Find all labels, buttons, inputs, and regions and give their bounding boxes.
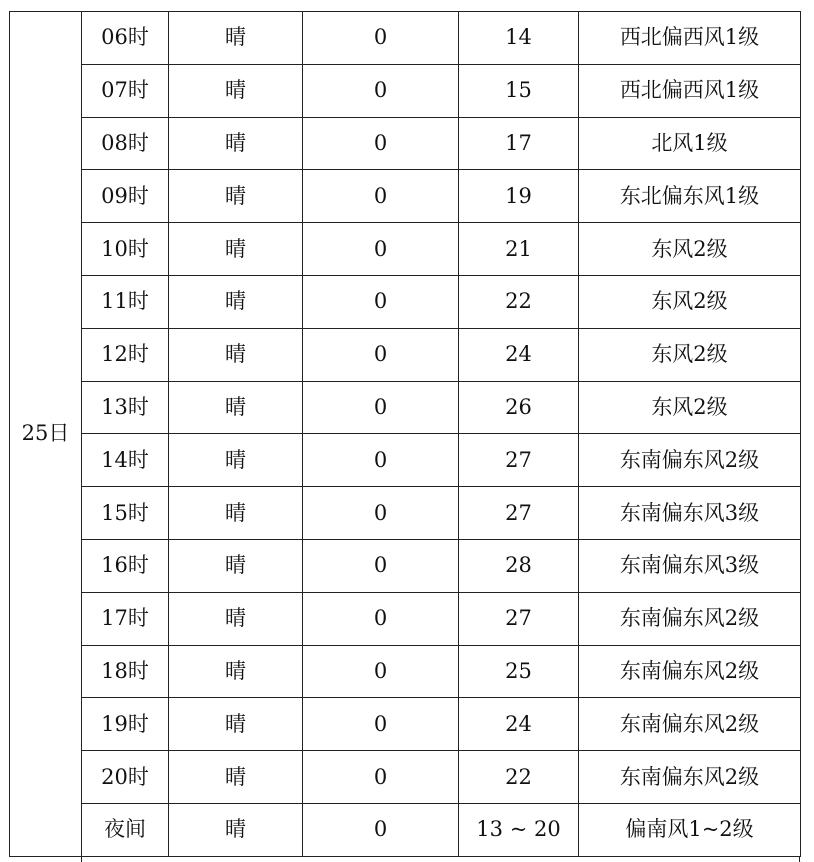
table-row: [10, 170, 801, 223]
forecast-body: [10, 12, 801, 857]
precipitation-cell: 0: [303, 645, 459, 698]
table-row: [10, 328, 801, 381]
temperature-cell: 28: [459, 539, 579, 592]
time-cell: 15时: [82, 487, 169, 540]
table-row: [10, 698, 801, 751]
weather-cell: 晴: [169, 117, 303, 170]
wind-cell: 东南偏东风2级: [579, 698, 801, 751]
table-row: [10, 751, 801, 804]
precipitation-cell: 0: [303, 381, 459, 434]
wind-cell: 东南偏东风2级: [579, 592, 801, 645]
weather-cell: 晴: [169, 381, 303, 434]
precipitation-cell: 0: [303, 328, 459, 381]
time-cell: 16时: [82, 539, 169, 592]
temperature-cell: 27: [459, 434, 579, 487]
time-cell: 11时: [82, 275, 169, 328]
temperature-cell: 22: [459, 275, 579, 328]
next-row-divider: [81, 856, 82, 862]
wind-cell: 东风2级: [579, 328, 801, 381]
wind-cell: 北风1级: [579, 117, 801, 170]
precipitation-cell: 0: [303, 487, 459, 540]
wind-cell: 东风2级: [579, 275, 801, 328]
table-row: [10, 64, 801, 117]
wind-cell: 西北偏西风1级: [579, 12, 801, 65]
weather-cell: 晴: [169, 170, 303, 223]
wind-cell: 东风2级: [579, 381, 801, 434]
temperature-cell: 17: [459, 117, 579, 170]
time-cell: 08时: [82, 117, 169, 170]
table-row: [10, 592, 801, 645]
wind-cell: 东南偏东风2级: [579, 751, 801, 804]
weather-cell: 晴: [169, 803, 303, 856]
weather-cell: 晴: [169, 12, 303, 65]
next-row-divider: [799, 856, 800, 862]
time-cell: 09时: [82, 170, 169, 223]
precipitation-cell: 0: [303, 592, 459, 645]
table-row: [10, 12, 801, 65]
precipitation-cell: 0: [303, 434, 459, 487]
weather-cell: 晴: [169, 539, 303, 592]
time-cell: 13时: [82, 381, 169, 434]
table-row: [10, 645, 801, 698]
table-row: [10, 223, 801, 276]
wind-cell: 东北偏东风1级: [579, 170, 801, 223]
table-row: [10, 381, 801, 434]
precipitation-cell: 0: [303, 751, 459, 804]
weather-cell: 晴: [169, 645, 303, 698]
precipitation-cell: 0: [303, 170, 459, 223]
time-cell: 17时: [82, 592, 169, 645]
precipitation-cell: 0: [303, 275, 459, 328]
temperature-cell: 27: [459, 487, 579, 540]
hourly-forecast-table: [9, 11, 801, 857]
time-cell: 14时: [82, 434, 169, 487]
temperature-cell: 22: [459, 751, 579, 804]
next-row-border: [9, 856, 800, 862]
temperature-cell: 27: [459, 592, 579, 645]
precipitation-cell: 0: [303, 12, 459, 65]
weather-cell: 晴: [169, 275, 303, 328]
weather-cell: 晴: [169, 487, 303, 540]
temperature-cell: 13 ~ 20: [459, 803, 579, 856]
temperature-cell: 14: [459, 12, 579, 65]
wind-cell: 西北偏西风1级: [579, 64, 801, 117]
temperature-cell: 15: [459, 64, 579, 117]
table-row: [10, 117, 801, 170]
time-cell: 06时: [82, 12, 169, 65]
precipitation-cell: 0: [303, 64, 459, 117]
wind-cell: 偏南风1~2级: [579, 803, 801, 856]
table-row: [10, 539, 801, 592]
precipitation-cell: 0: [303, 223, 459, 276]
weather-cell: 晴: [169, 223, 303, 276]
temperature-cell: 25: [459, 645, 579, 698]
weather-cell: 晴: [169, 434, 303, 487]
time-cell: 20时: [82, 751, 169, 804]
temperature-cell: 19: [459, 170, 579, 223]
table-row: [10, 487, 801, 540]
date-cell: 25日: [10, 12, 82, 857]
precipitation-cell: 0: [303, 539, 459, 592]
temperature-cell: 26: [459, 381, 579, 434]
time-cell: 10时: [82, 223, 169, 276]
precipitation-cell: 0: [303, 803, 459, 856]
temperature-cell: 21: [459, 223, 579, 276]
precipitation-cell: 0: [303, 117, 459, 170]
weather-cell: 晴: [169, 64, 303, 117]
time-cell: 夜间: [82, 803, 169, 856]
weather-cell: 晴: [169, 751, 303, 804]
table-row: [10, 275, 801, 328]
table-row: [10, 434, 801, 487]
time-cell: 18时: [82, 645, 169, 698]
wind-cell: 东风2级: [579, 223, 801, 276]
wind-cell: 东南偏东风2级: [579, 645, 801, 698]
weather-cell: 晴: [169, 698, 303, 751]
temperature-cell: 24: [459, 328, 579, 381]
temperature-cell: 24: [459, 698, 579, 751]
wind-cell: 东南偏东风3级: [579, 487, 801, 540]
time-cell: 12时: [82, 328, 169, 381]
time-cell: 07时: [82, 64, 169, 117]
weather-cell: 晴: [169, 328, 303, 381]
time-cell: 19时: [82, 698, 169, 751]
precipitation-cell: 0: [303, 698, 459, 751]
wind-cell: 东南偏东风3级: [579, 539, 801, 592]
table-row: [10, 803, 801, 856]
wind-cell: 东南偏东风2级: [579, 434, 801, 487]
weather-cell: 晴: [169, 592, 303, 645]
